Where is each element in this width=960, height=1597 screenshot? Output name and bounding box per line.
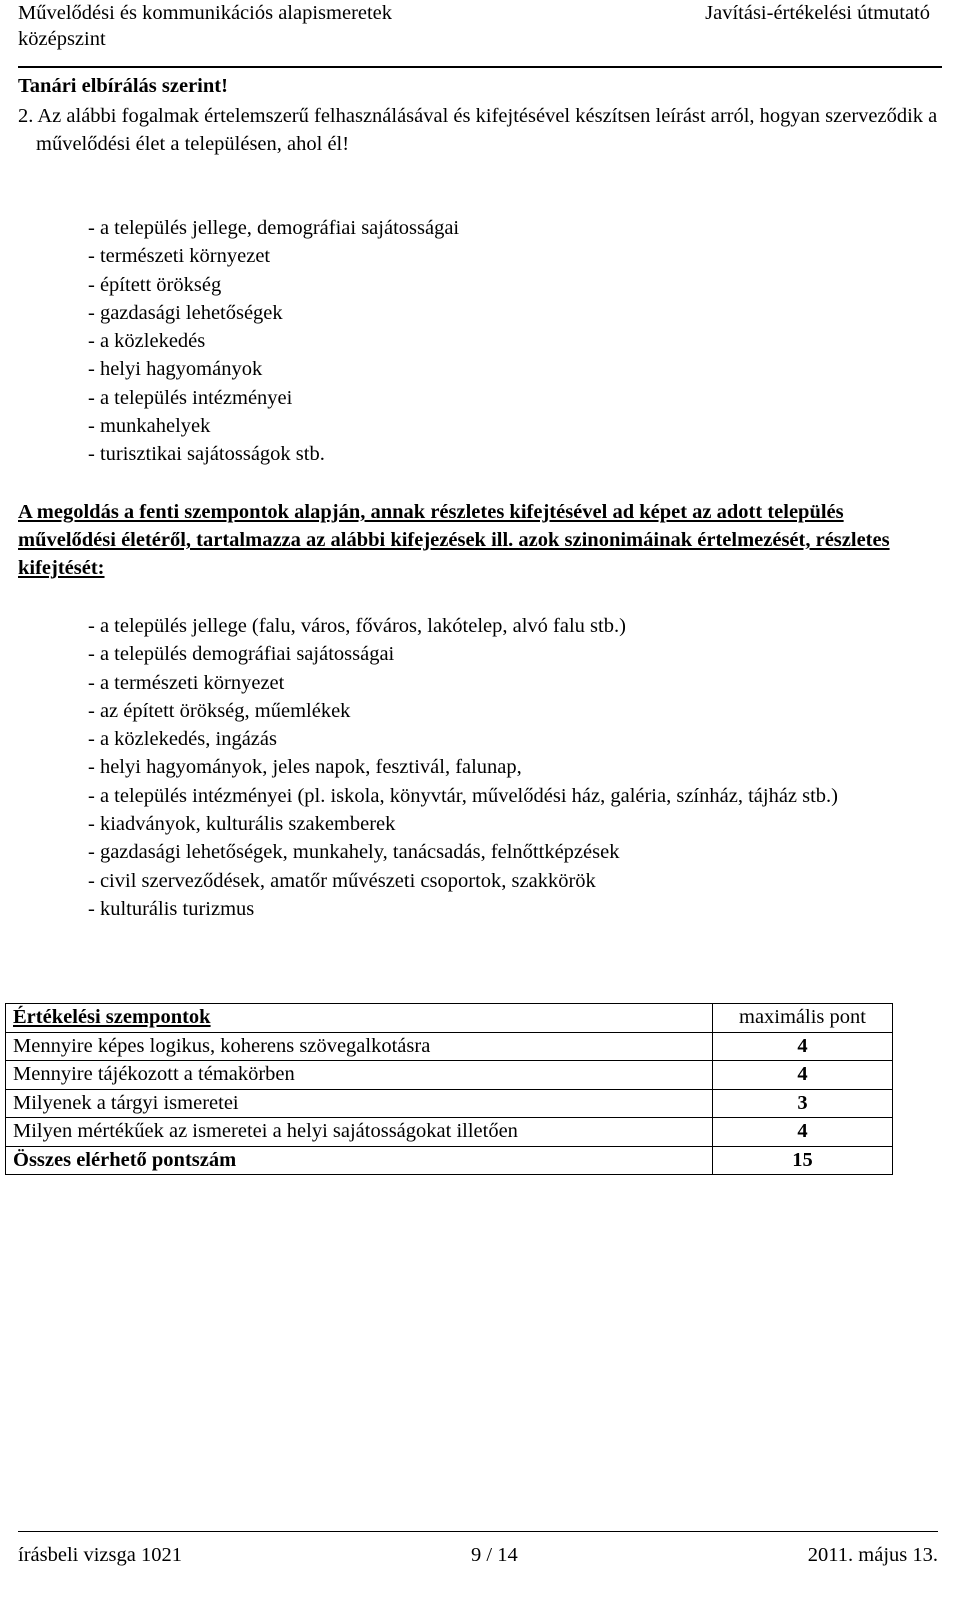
task-body: Az alábbi fogalmak értelemszerű felhasználásával és kifejtésével készítsen leírást arról, hogyan szerveződik a művelődési élet a településen, ahol él! bbox=[36, 105, 938, 155]
table-row bbox=[6, 1032, 893, 1061]
list-item: - épített örökség bbox=[88, 273, 222, 296]
footer-page-number: 9 / 14 bbox=[471, 1544, 518, 1566]
solution-intro: A megoldás a fenti szempontok alapján, annak részletes kifejtésével ad képet az adott település művelődési életéről, tartalmazza az alábbi kifejezések ill. azok szinonimáinak értelmezését, részletes kifejtését: bbox=[18, 501, 890, 579]
header-criteria bbox=[6, 1004, 713, 1033]
total-label-cell: Összes elérhető pontszám bbox=[6, 1146, 713, 1175]
list-item: - a település jellege, demográfiai sajátosságai bbox=[88, 217, 460, 239]
table-total-row bbox=[6, 1146, 893, 1175]
list-item: - a természeti környezet bbox=[88, 671, 285, 694]
criterion-cell: Mennyire képes logikus, koherens szövegalkotásra bbox=[6, 1032, 713, 1061]
task-number: 2. bbox=[18, 105, 34, 127]
footer-divider bbox=[18, 1531, 938, 1532]
list-item: - kulturális turizmus bbox=[88, 897, 255, 920]
list-item: - a település intézményei (pl. iskola, könyvtár, művelődési ház, galéria, színház, tájház stb.) bbox=[88, 784, 839, 807]
expected-items-list bbox=[88, 612, 948, 923]
list-item: - kiadványok, kulturális szakemberek bbox=[88, 813, 396, 836]
list-item: - helyi hagyományok bbox=[88, 358, 263, 381]
list-item: - az épített örökség, műemlékek bbox=[88, 699, 351, 722]
header-points: maximális pont bbox=[713, 1004, 893, 1033]
list-item: - a település intézményei bbox=[88, 386, 293, 409]
list-item: - a közlekedés bbox=[88, 330, 206, 353]
list-item: - a település jellege (falu, város, főváros, lakótelep, alvó falu stb.) bbox=[88, 615, 626, 637]
header-document-title: Javítási-értékelési útmutató bbox=[705, 2, 930, 24]
points-cell: 4 bbox=[713, 1032, 893, 1061]
task-statement bbox=[18, 102, 938, 158]
task-text bbox=[18, 102, 938, 158]
header-subject bbox=[18, 0, 392, 52]
table-header-row bbox=[6, 1004, 893, 1033]
criterion-cell: Mennyire tájékozott a témakörben bbox=[6, 1061, 713, 1090]
list-item: - gazdasági lehetőségek bbox=[88, 301, 283, 324]
header-criteria-label: Értékelési szempontok bbox=[13, 1006, 211, 1029]
table-row bbox=[6, 1061, 893, 1090]
points-cell: 3 bbox=[713, 1089, 893, 1118]
list-item: - gazdasági lehetőségek, munkahely, tanácsadás, felnőttképzések bbox=[88, 841, 620, 864]
evaluation-note: Tanári elbírálás szerint! bbox=[18, 75, 228, 97]
page-header bbox=[18, 0, 942, 68]
criterion-cell: Milyenek a tárgyi ismeretei bbox=[6, 1089, 713, 1118]
footer-date: 2011. május 13. bbox=[807, 1544, 938, 1566]
header-subject-line2: középszint bbox=[18, 28, 106, 50]
footer-exam-code: írásbeli vizsga 1021 bbox=[18, 1544, 182, 1566]
points-cell: 4 bbox=[713, 1118, 893, 1147]
list-item: - a település demográfiai sajátosságai bbox=[88, 643, 395, 666]
list-item: - munkahelyek bbox=[88, 415, 211, 438]
list-item: - természeti környezet bbox=[88, 245, 271, 268]
table-row bbox=[6, 1089, 893, 1118]
concept-list bbox=[88, 214, 459, 469]
list-item: - helyi hagyományok, jeles napok, fesztivál, falunap, bbox=[88, 756, 522, 779]
header-subject-line1: Művelődési és kommunikációs alapismeretek bbox=[18, 2, 393, 24]
points-cell: 4 bbox=[713, 1061, 893, 1090]
scoring-table bbox=[5, 1003, 893, 1175]
total-points-cell: 15 bbox=[713, 1146, 893, 1175]
criterion-cell: Milyen mértékűek az ismeretei a helyi sajátosságokat illetően bbox=[6, 1118, 713, 1147]
list-item: - a közlekedés, ingázás bbox=[88, 728, 277, 751]
list-item: - civil szerveződések, amatőr művészeti csoportok, szakkörök bbox=[88, 869, 596, 892]
list-item: - turisztikai sajátosságok stb. bbox=[88, 443, 325, 466]
table-row bbox=[6, 1118, 893, 1147]
